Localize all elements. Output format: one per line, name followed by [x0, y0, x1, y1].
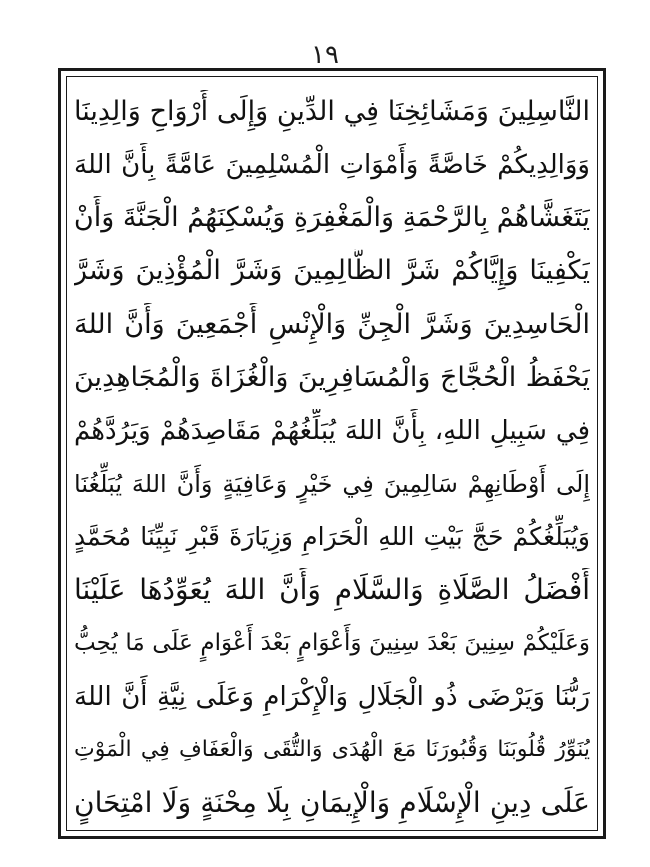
page-number: ١٩: [311, 40, 339, 70]
text-line-12: رَبُّنَا وَيَرْضَى ذُو الْجَلَالِ وَالْإِكْرَامِ وَعَلَى نِيَّةِ أَنَّ اللهَ: [74, 681, 590, 712]
text-line-10: أَفْضَلُ الصَّلَاةِ وَالسَّلَامِ وَأَنَّ اللهَ يُعَوِّدُهَا عَلَيْنَا: [74, 573, 590, 607]
text-line-4: يَكْفِينَا وَإِيَّاكُمْ شَرَّ الظَّالِمِينَ وَشَرَّ الْمُؤْذِينَ وَشَرَّ: [74, 255, 590, 287]
text-line-13: يُنَوِّرُ قُلُوبَنَا وَقُبُورَنَا مَعَ الْهُدَى وَالتُّقَى وَالْعَفَافِ فِي الْمَوْتِ: [74, 736, 590, 762]
text-line-9: وَيُبَلِّغُكُمْ حَجَّ بَيْتِ اللهِ الْحَرَامِ وَزِيَارَةَ قَبْرِ نَبِيِّنَا مُحَمَّدٍ: [74, 522, 590, 552]
text-line-1: النَّاسِلِينَ وَمَشَائِخِنَا فِي الدِّينِ وَإِلَى أَرْوَاحِ وَالِدِينَا: [74, 96, 590, 127]
text-line-6: يَحْفَظُ الْحُجَّاجَ وَالْمُسَافِرِينَ وَالْغُزَاةَ وَالْمُجَاهِدِينَ: [74, 361, 590, 393]
arabic-text-block: [74, 90, 590, 825]
text-line-11: وَعَلَيْكُمْ سِنِينَ بَعْدَ سِنِينَ وَأَعْوَامٍ بَعْدَ أَعْوَامٍ عَلَى مَا يُحِبُّ: [74, 630, 590, 657]
text-line-8: إِلَى أَوْطَانِهِمْ سَالِمِينَ فِي خَيْرٍ وَعَافِيَةٍ وَأَنَّ اللهَ يُبَلِّغُنَا: [74, 469, 590, 498]
text-line-7: فِي سَبِيلِ اللهِ، بِأَنَّ اللهَ يُبَلِّغُهُمْ مَقَاصِدَهُمْ وَيَرُدَّهُمْ: [74, 415, 590, 446]
text-line-3: يَتَغَشَّاهُمْ بِالرَّحْمَةِ وَالْمَغْفِرَةِ وَيُسْكِنَهُمُ الْجَنَّةَ وَأَنْ: [74, 202, 590, 234]
text-line-14: عَلَى دِينِ الْإِسْلَامِ وَالْإِيمَانِ بِلَا مِحْنَةٍ وَلَا امْتِحَانٍ: [74, 785, 590, 819]
text-line-5: الْحَاسِدِينَ وَشَرَّ الْجِنِّ وَالْإِنْسِ أَجْمَعِينَ وَأَنَّ اللهَ: [74, 308, 590, 340]
text-line-2: وَوَالِدِيكُمْ خَاصَّةً وَأَمْوَاتِ الْمُسْلِمِينَ عَامَّةً بِأَنَّ اللهَ: [74, 150, 590, 181]
